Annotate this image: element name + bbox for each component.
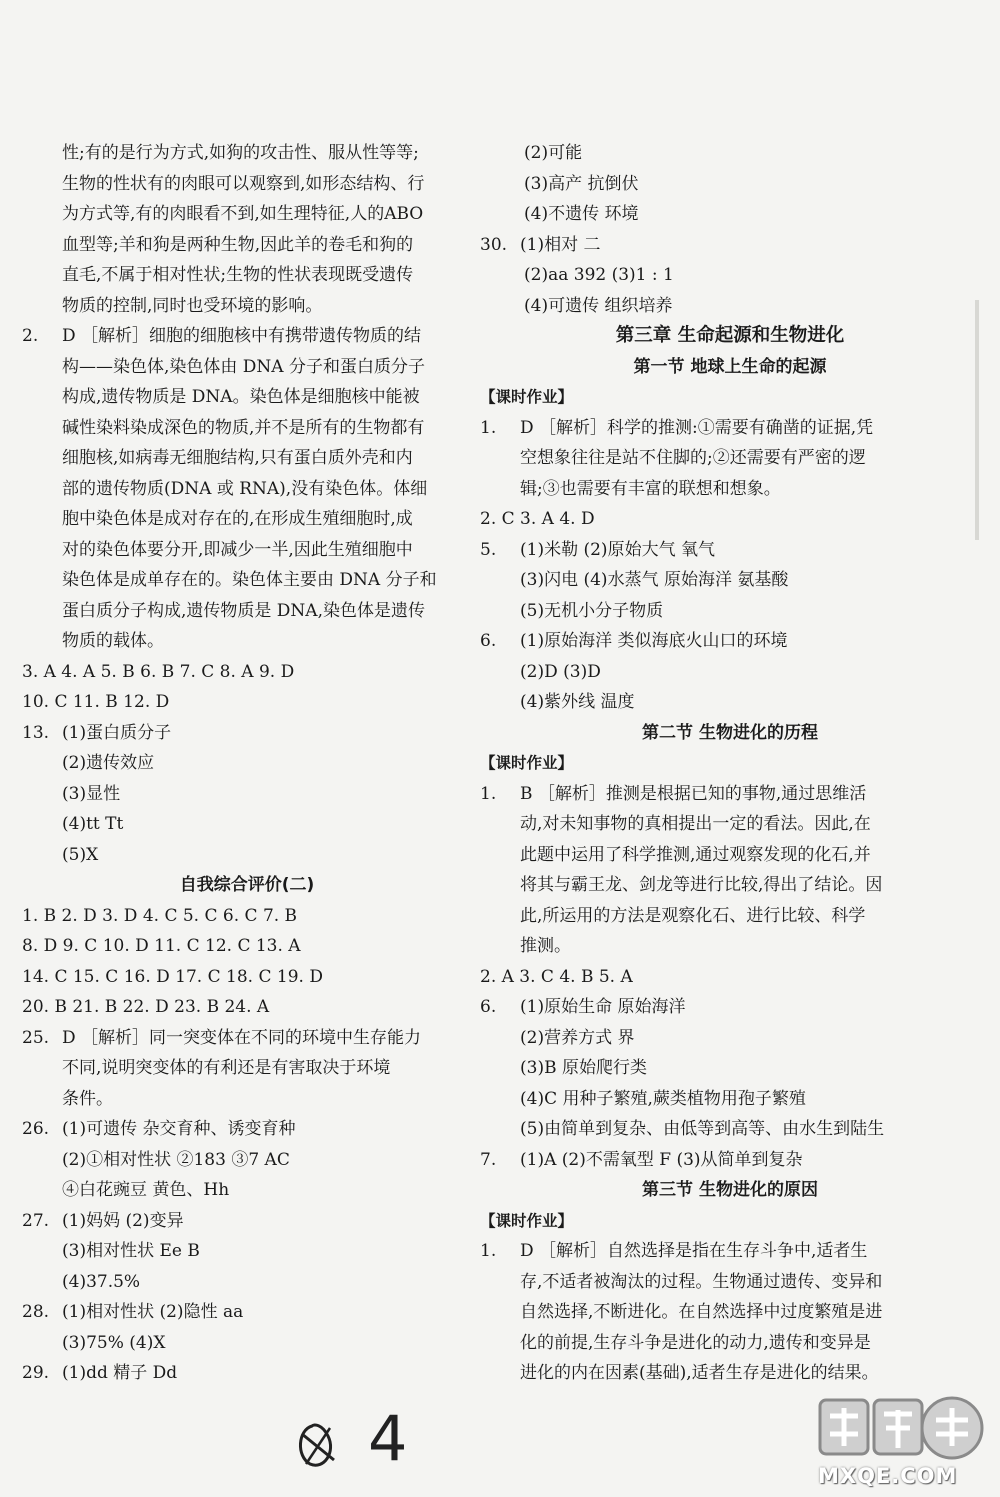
item-number: 29. (22, 1363, 50, 1383)
section-heading: 第三章 生命起源和生物进化 (615, 325, 845, 346)
answer-line: 8. D 9. C 10. D 11. C 12. C 13. A (22, 936, 301, 956)
answer-line: (3)相对性状 Ee B (62, 1241, 200, 1261)
answer-line: 物质的控制,同时也受环境的影响。 (62, 295, 323, 316)
site-watermark (812, 1390, 992, 1494)
item-number: 2. (22, 326, 39, 346)
item-number: 13. (22, 722, 50, 743)
answer-line: 动,对未知事物的真相提出一定的看法。因此,在 (520, 814, 871, 834)
answer-line: (4)C 用种子繁殖,蕨类植物用孢子繁殖 (520, 1088, 806, 1109)
item-text: (1)米勒 (2)原始大气 氧气 (520, 539, 715, 560)
item-text: D ［解析］同一突变体在不同的环境中生存能力 (62, 1027, 422, 1048)
answer-line: (3)75% (4)X (62, 1332, 166, 1353)
item-text: (1)A (2)不需氧型 F (3)从简单到复杂 (520, 1149, 803, 1170)
handwritten-mark (290, 1402, 430, 1478)
answer-line: 胞中染色体是成对存在的,在形成生殖细胞时,成 (62, 509, 413, 529)
item-text: D ［解析］自然选择是指在生存斗争中,适者生 (520, 1241, 868, 1261)
answer-line: 辑;③也需要有丰富的联想和想象。 (520, 478, 781, 499)
section-heading: 第一节 地球上生命的起源 (633, 356, 827, 377)
item-number: 25. (22, 1027, 50, 1048)
answer-line: (5)X (62, 844, 99, 865)
answer-line: (2)遗传效应 (62, 753, 155, 773)
section-tag: 【课时作业】 (480, 388, 574, 406)
answer-line (480, 779, 980, 810)
answer-line (22, 1358, 472, 1389)
answer-line: 将其与霸王龙、剑龙等进行比较,得出了结论。因 (520, 875, 883, 895)
answer-line: 2. A 3. C 4. B 5. A (480, 966, 633, 987)
answer-line: 10. C 11. B 12. D (22, 692, 170, 712)
answer-line: 存,不适者被淘汰的过程。生物通过遗传、变异和 (520, 1271, 883, 1292)
answer-line: 性;有的是行为方式,如狗的攻击性、服从性等等; (62, 143, 419, 163)
answer-line: 血型等;羊和狗是两种生物,因此羊的卷毛和狗的 (62, 234, 414, 255)
watermark-logo-icon (812, 1390, 992, 1470)
answer-line: 3. A 4. A 5. B 6. B 7. C 8. A 9. D (22, 661, 295, 682)
item-text: (1)蛋白质分子 (62, 722, 172, 743)
answer-line: 此题中运用了科学推测,通过观察发现的化石,并 (520, 844, 871, 865)
left-column (22, 138, 472, 1389)
answer-line: (2)①相对性状 ②183 ③7 AC (62, 1149, 290, 1170)
section-heading: 自我综合评价(二) (179, 875, 315, 895)
answer-line (22, 1206, 472, 1237)
answer-line: (3)高产 抗倒伏 (524, 173, 639, 194)
answer-line: (2)aa 392 (3)1 : 1 (524, 265, 674, 285)
answer-line: (2)可能 (524, 143, 583, 163)
answer-line: (4)紫外线 温度 (520, 692, 635, 712)
answer-line (22, 1023, 472, 1054)
answer-line: (2)D (3)D (520, 661, 601, 682)
answer-line: 碱性染料染成深色的物质,并不是所有的生物都有 (62, 417, 425, 438)
answer-line (480, 1145, 980, 1176)
answer-line: 自然选择,不断进化。在自然选择中过度繁殖是进 (520, 1302, 883, 1322)
item-text: (1)妈妈 (2)变异 (62, 1210, 184, 1231)
item-number: 1. (480, 1241, 497, 1261)
item-number: 5. (480, 539, 497, 560)
answer-line: 构——染色体,染色体由 DNA 分子和蛋白质分子 (62, 356, 425, 377)
answer-line: 2. C 3. A 4. D (480, 509, 595, 529)
answer-line (22, 718, 472, 749)
answer-line: 蛋白质分子构成,遗传物质是 DNA,染色体是遗传 (62, 600, 425, 621)
answer-line: 生物的性状有的肉眼可以观察到,如形态结构、行 (62, 173, 425, 194)
answer-line: 物质的载体。 (62, 631, 164, 651)
item-text: (1)相对 二 (520, 234, 601, 255)
item-text: D ［解析］细胞的细胞核中有携带遗传物质的结 (62, 326, 422, 346)
answer-line: (4)tt Tt (62, 814, 124, 834)
answer-line: (3)闪电 (4)水蒸气 原始海洋 氨基酸 (520, 570, 789, 590)
item-number: 6. (480, 997, 497, 1017)
answer-line (22, 1114, 472, 1145)
answer-line (480, 535, 980, 566)
answer-line: 1. B 2. D 3. D 4. C 5. C 6. C 7. B (22, 905, 298, 926)
answer-line (480, 230, 980, 261)
item-text: (1)可遗传 杂交育种、诱变育种 (62, 1119, 296, 1139)
item-text: (1)原始海洋 类似海底火山口的环境 (520, 631, 788, 651)
watermark-text: MXQE.COM (818, 1464, 958, 1488)
answer-line: 20. B 21. B 22. D 23. B 24. A (22, 997, 270, 1017)
item-number: 6. (480, 631, 497, 651)
answer-line: 进化的内在因素(基础),适者生存是进化的结果。 (520, 1363, 879, 1383)
section-heading: 第三节 生物进化的原因 (642, 1180, 818, 1200)
answer-line: 条件。 (62, 1088, 113, 1109)
answer-line: (3)显性 (62, 783, 121, 804)
answer-line: ④白花豌豆 黄色、Hh (62, 1180, 230, 1200)
answer-line: 推测。 (520, 936, 571, 956)
item-number: 28. (22, 1302, 50, 1322)
item-number: 1. (480, 417, 497, 438)
answer-line (22, 1297, 472, 1328)
answer-line: 化的前提,生存斗争是进化的动力,遗传和变异是 (520, 1332, 871, 1353)
answer-line: 不同,说明突变体的有利还是有害取决于环境 (62, 1058, 391, 1078)
answer-line: 部的遗传物质(DNA 或 RNA),没有染色体。体细 (62, 478, 428, 499)
item-text: (1)相对性状 (2)隐性 aa (62, 1302, 244, 1322)
answer-line: 对的染色体要分开,即减少一半,因此生殖细胞中 (62, 539, 413, 560)
answer-line: (5)由简单到复杂、由低等到高等、由水生到陆生 (520, 1119, 885, 1139)
right-column (480, 138, 980, 1389)
answer-line (480, 1236, 980, 1267)
item-number: 30. (480, 234, 508, 255)
item-number: 7. (480, 1149, 497, 1170)
answer-line: (4)可遗传 组织培养 (524, 295, 673, 316)
answer-line (480, 413, 980, 444)
item-number: 1. (480, 783, 497, 804)
answer-line: 此,所运用的方法是观察化石、进行比较、科学 (520, 905, 866, 926)
item-number: 27. (22, 1210, 50, 1231)
section-heading: 第二节 生物进化的历程 (642, 722, 818, 743)
answer-line: (2)营养方式 界 (520, 1027, 635, 1048)
answer-line: (3)B 原始爬行类 (520, 1058, 647, 1078)
answer-line: 染色体是成单存在的。染色体主要由 DNA 分子和 (62, 570, 437, 590)
item-number: 26. (22, 1119, 50, 1139)
handwritten-digit: 4 (368, 1402, 408, 1475)
answer-line (480, 992, 980, 1023)
item-text: D ［解析］科学的推测:①需要有确凿的证据,凭 (520, 417, 874, 438)
answer-line: 直毛,不属于相对性状;生物的性状表现既受遗传 (62, 265, 414, 285)
answer-line: 构成,遗传物质是 DNA。染色体是细胞核中能被 (62, 387, 420, 407)
section-tag: 【课时作业】 (480, 754, 574, 772)
answer-line: 细胞核,如病毒无细胞结构,只有蛋白质外壳和内 (62, 448, 413, 468)
answer-line: 14. C 15. C 16. D 17. C 18. C 19. D (22, 966, 323, 987)
answer-line: (4)37.5% (62, 1271, 141, 1292)
answer-line: (5)无机小分子物质 (520, 600, 664, 621)
answer-line: 空想象往往是站不住脚的;②还需要有严密的逻 (520, 448, 866, 468)
answer-line: 为方式等,有的肉眼看不到,如生理特征,人的ABO (62, 204, 424, 224)
page-edge-shadow (975, 300, 979, 540)
answer-line: (4)不遗传 环境 (524, 204, 639, 224)
item-text: (1)dd 精子 Dd (62, 1363, 178, 1383)
section-tag: 【课时作业】 (480, 1211, 574, 1230)
answer-line (480, 626, 980, 657)
answer-line (22, 321, 472, 352)
item-text: B ［解析］推测是根据已知的事物,通过思维活 (520, 783, 867, 804)
item-text: (1)原始生命 原始海洋 (520, 997, 686, 1017)
